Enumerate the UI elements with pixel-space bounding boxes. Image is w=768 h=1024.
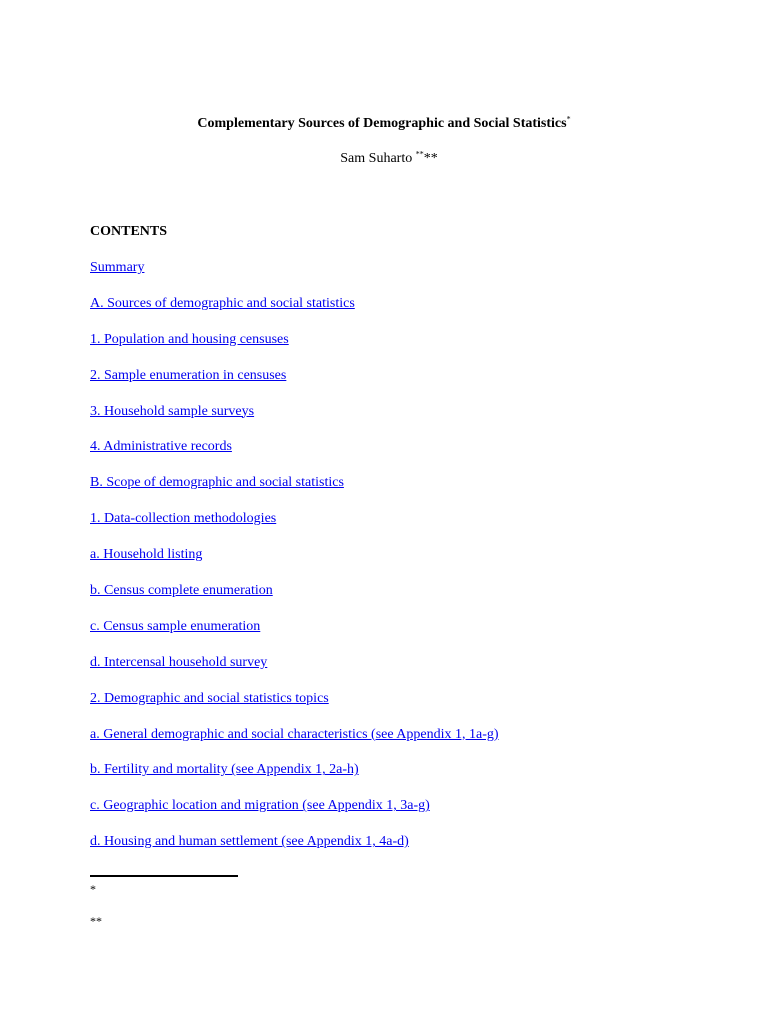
toc-link-a4[interactable]: 4. Administrative records (90, 439, 232, 455)
table-of-contents (90, 259, 499, 869)
toc-link-a3[interactable]: 3. Household sample surveys (90, 403, 255, 419)
toc-link-a1[interactable]: 1. Population and housing censuses (90, 331, 289, 347)
toc-item (90, 833, 499, 869)
title-footnote-mark[interactable]: * (566, 114, 571, 124)
contents-heading: CONTENTS (90, 224, 168, 239)
toc-item (90, 797, 499, 833)
toc-link-b1c[interactable]: c. Census sample enumeration (90, 618, 261, 634)
toc-item (90, 761, 499, 797)
toc-item (90, 726, 499, 762)
toc-item (90, 438, 499, 474)
toc-item (90, 690, 499, 726)
toc-link-b2[interactable]: 2. Demographic and social statistics topics (90, 690, 329, 706)
toc-link-b2c[interactable]: c. Geographic location and migration (see Appendix 1, 3a-g) (90, 798, 430, 814)
toc-item (90, 618, 499, 654)
toc-item (90, 295, 499, 331)
toc-link-b1b[interactable]: b. Census complete enumeration (90, 583, 273, 599)
toc-item (90, 259, 499, 295)
toc-link-b2d[interactable]: d. Housing and human settlement (see Appendix 1, 4a-d) (90, 834, 409, 850)
toc-link-b1[interactable]: 1. Data-collection methodologies (90, 511, 277, 527)
toc-item (90, 403, 499, 439)
author-footnote-mark[interactable]: ** (415, 149, 424, 159)
toc-link-b1d[interactable]: d. Intercensal household survey (90, 654, 268, 670)
document-title-text: Complementary Sources of Demographic and Social Statistics (197, 116, 567, 131)
footnote-2: ** (90, 914, 102, 928)
toc-item (90, 474, 499, 510)
footnote-separator (90, 875, 238, 877)
author-line (0, 150, 768, 168)
footnote-1: * (90, 882, 96, 896)
toc-link-summary[interactable]: Summary (90, 260, 145, 275)
toc-item (90, 367, 499, 403)
document-title (0, 115, 768, 133)
toc-link-b2b[interactable]: b. Fertility and mortality (see Appendix 1, 2a-h) (90, 762, 359, 778)
toc-link-section-b[interactable]: B. Scope of demographic and social statistics (90, 475, 344, 491)
toc-item (90, 654, 499, 690)
toc-link-b2a[interactable]: a. General demographic and social characteristics (see Appendix 1, 1a-g) (90, 726, 499, 742)
toc-link-section-a[interactable]: A. Sources of demographic and social statistics (90, 295, 355, 311)
author-name: Sam Suharto (340, 151, 416, 166)
toc-item (90, 510, 499, 546)
author-suffix: ** (423, 151, 438, 166)
toc-link-b1a[interactable]: a. Household listing (90, 547, 203, 563)
toc-item (90, 546, 499, 582)
toc-link-a2[interactable]: 2. Sample enumeration in censuses (90, 367, 287, 383)
toc-item (90, 331, 499, 367)
toc-item (90, 582, 499, 618)
